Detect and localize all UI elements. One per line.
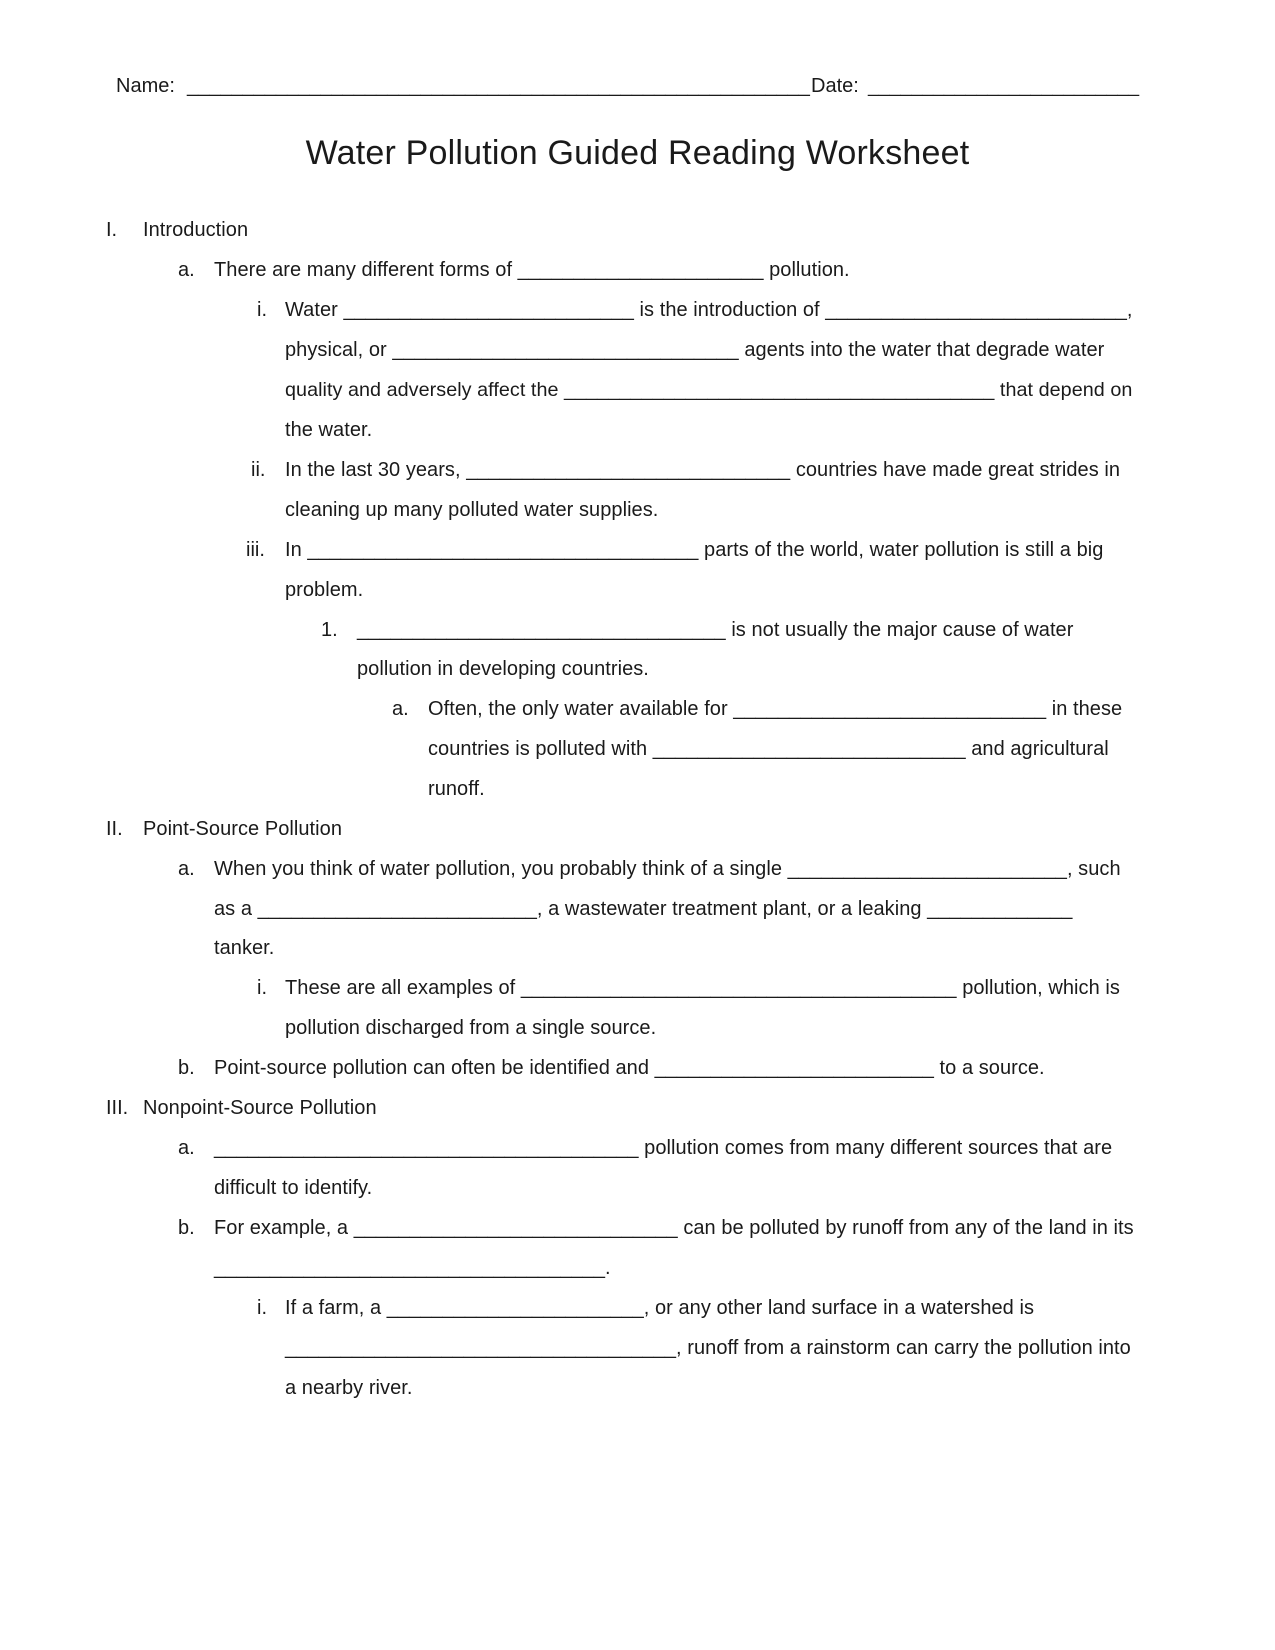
- text-line: tanker.: [214, 937, 275, 959]
- item-marker: ii.: [251, 459, 266, 481]
- fill-in-line[interactable]: Often, the only water available for ____________________________ in these: [428, 698, 1123, 720]
- item-marker: i.: [257, 1297, 267, 1319]
- item-marker: a.: [178, 259, 195, 281]
- fill-in-line[interactable]: physical, or _______________________________ agents into the water that degrade water: [285, 339, 1105, 361]
- text-line: problem.: [285, 579, 364, 601]
- item-marker: iii.: [246, 539, 265, 561]
- date-label: Date:: [811, 75, 859, 97]
- item-marker: 1.: [321, 619, 338, 641]
- fill-in-line[interactable]: There are many different forms of ______________________ pollution.: [214, 259, 850, 281]
- fill-in-line[interactable]: ______________________________________ pollution comes from many different sources that are: [214, 1137, 1113, 1159]
- text-line: difficult to identify.: [214, 1177, 373, 1199]
- fill-in-line[interactable]: quality and adversely affect the _______________________________________ that depend on: [285, 379, 1133, 401]
- section-heading: Nonpoint-Source Pollution: [143, 1097, 377, 1119]
- fill-in-line[interactable]: _________________________________ is not usually the major cause of water: [357, 619, 1074, 641]
- item-marker: a.: [178, 1137, 195, 1159]
- fill-in-line[interactable]: These are all examples of _______________________________________ pollution, which is: [285, 977, 1120, 999]
- text-line: runoff.: [428, 778, 485, 800]
- fill-in-line[interactable]: ___________________________________, runoff from a rainstorm can carry the pollution into: [285, 1337, 1131, 1359]
- fill-in-line[interactable]: Point-source pollution can often be identified and _________________________ to a source.: [214, 1057, 1045, 1079]
- section-heading: Introduction: [143, 219, 249, 241]
- section-marker: I.: [106, 219, 118, 241]
- name-label: Name:: [116, 75, 175, 97]
- item-marker: a.: [178, 858, 195, 880]
- name-blank[interactable]: ________________________________________________________: [187, 75, 810, 97]
- fill-in-line[interactable]: ___________________________________.: [214, 1257, 611, 1279]
- item-marker: a.: [392, 698, 409, 720]
- date-blank[interactable]: _________________________: [868, 75, 1140, 97]
- section-marker: III.: [106, 1097, 129, 1119]
- fill-in-line[interactable]: If a farm, a _______________________, or any other land surface in a watershed is: [285, 1297, 1035, 1319]
- item-marker: i.: [257, 977, 267, 999]
- fill-in-line[interactable]: In the last 30 years, _____________________________ countries have made great strides in: [285, 459, 1121, 481]
- fill-in-line[interactable]: countries is polluted with ____________________________ and agricultural: [428, 738, 1109, 760]
- item-marker: b.: [178, 1217, 195, 1239]
- fill-in-line[interactable]: In ___________________________________ parts of the world, water pollution is still a big: [285, 539, 1104, 561]
- fill-in-line[interactable]: For example, a _____________________________ can be polluted by runoff from any of the land in its: [214, 1217, 1134, 1239]
- section-heading: Point-Source Pollution: [143, 818, 342, 840]
- text-line: cleaning up many polluted water supplies.: [285, 499, 659, 521]
- text-line: pollution in developing countries.: [357, 658, 649, 680]
- fill-in-line[interactable]: Water __________________________ is the introduction of ___________________________,: [285, 299, 1133, 321]
- page-title: Water Pollution Guided Reading Worksheet: [305, 134, 970, 172]
- text-line: the water.: [285, 419, 373, 441]
- text-line: pollution discharged from a single source.: [285, 1017, 657, 1039]
- section-marker: II.: [106, 818, 123, 840]
- item-marker: b.: [178, 1057, 195, 1079]
- item-marker: i.: [257, 299, 267, 321]
- fill-in-line[interactable]: as a _________________________, a wastewater treatment plant, or a leaking _____________: [214, 898, 1073, 920]
- text-line: a nearby river.: [285, 1377, 413, 1399]
- fill-in-line[interactable]: When you think of water pollution, you probably think of a single _________________________, such: [214, 858, 1121, 880]
